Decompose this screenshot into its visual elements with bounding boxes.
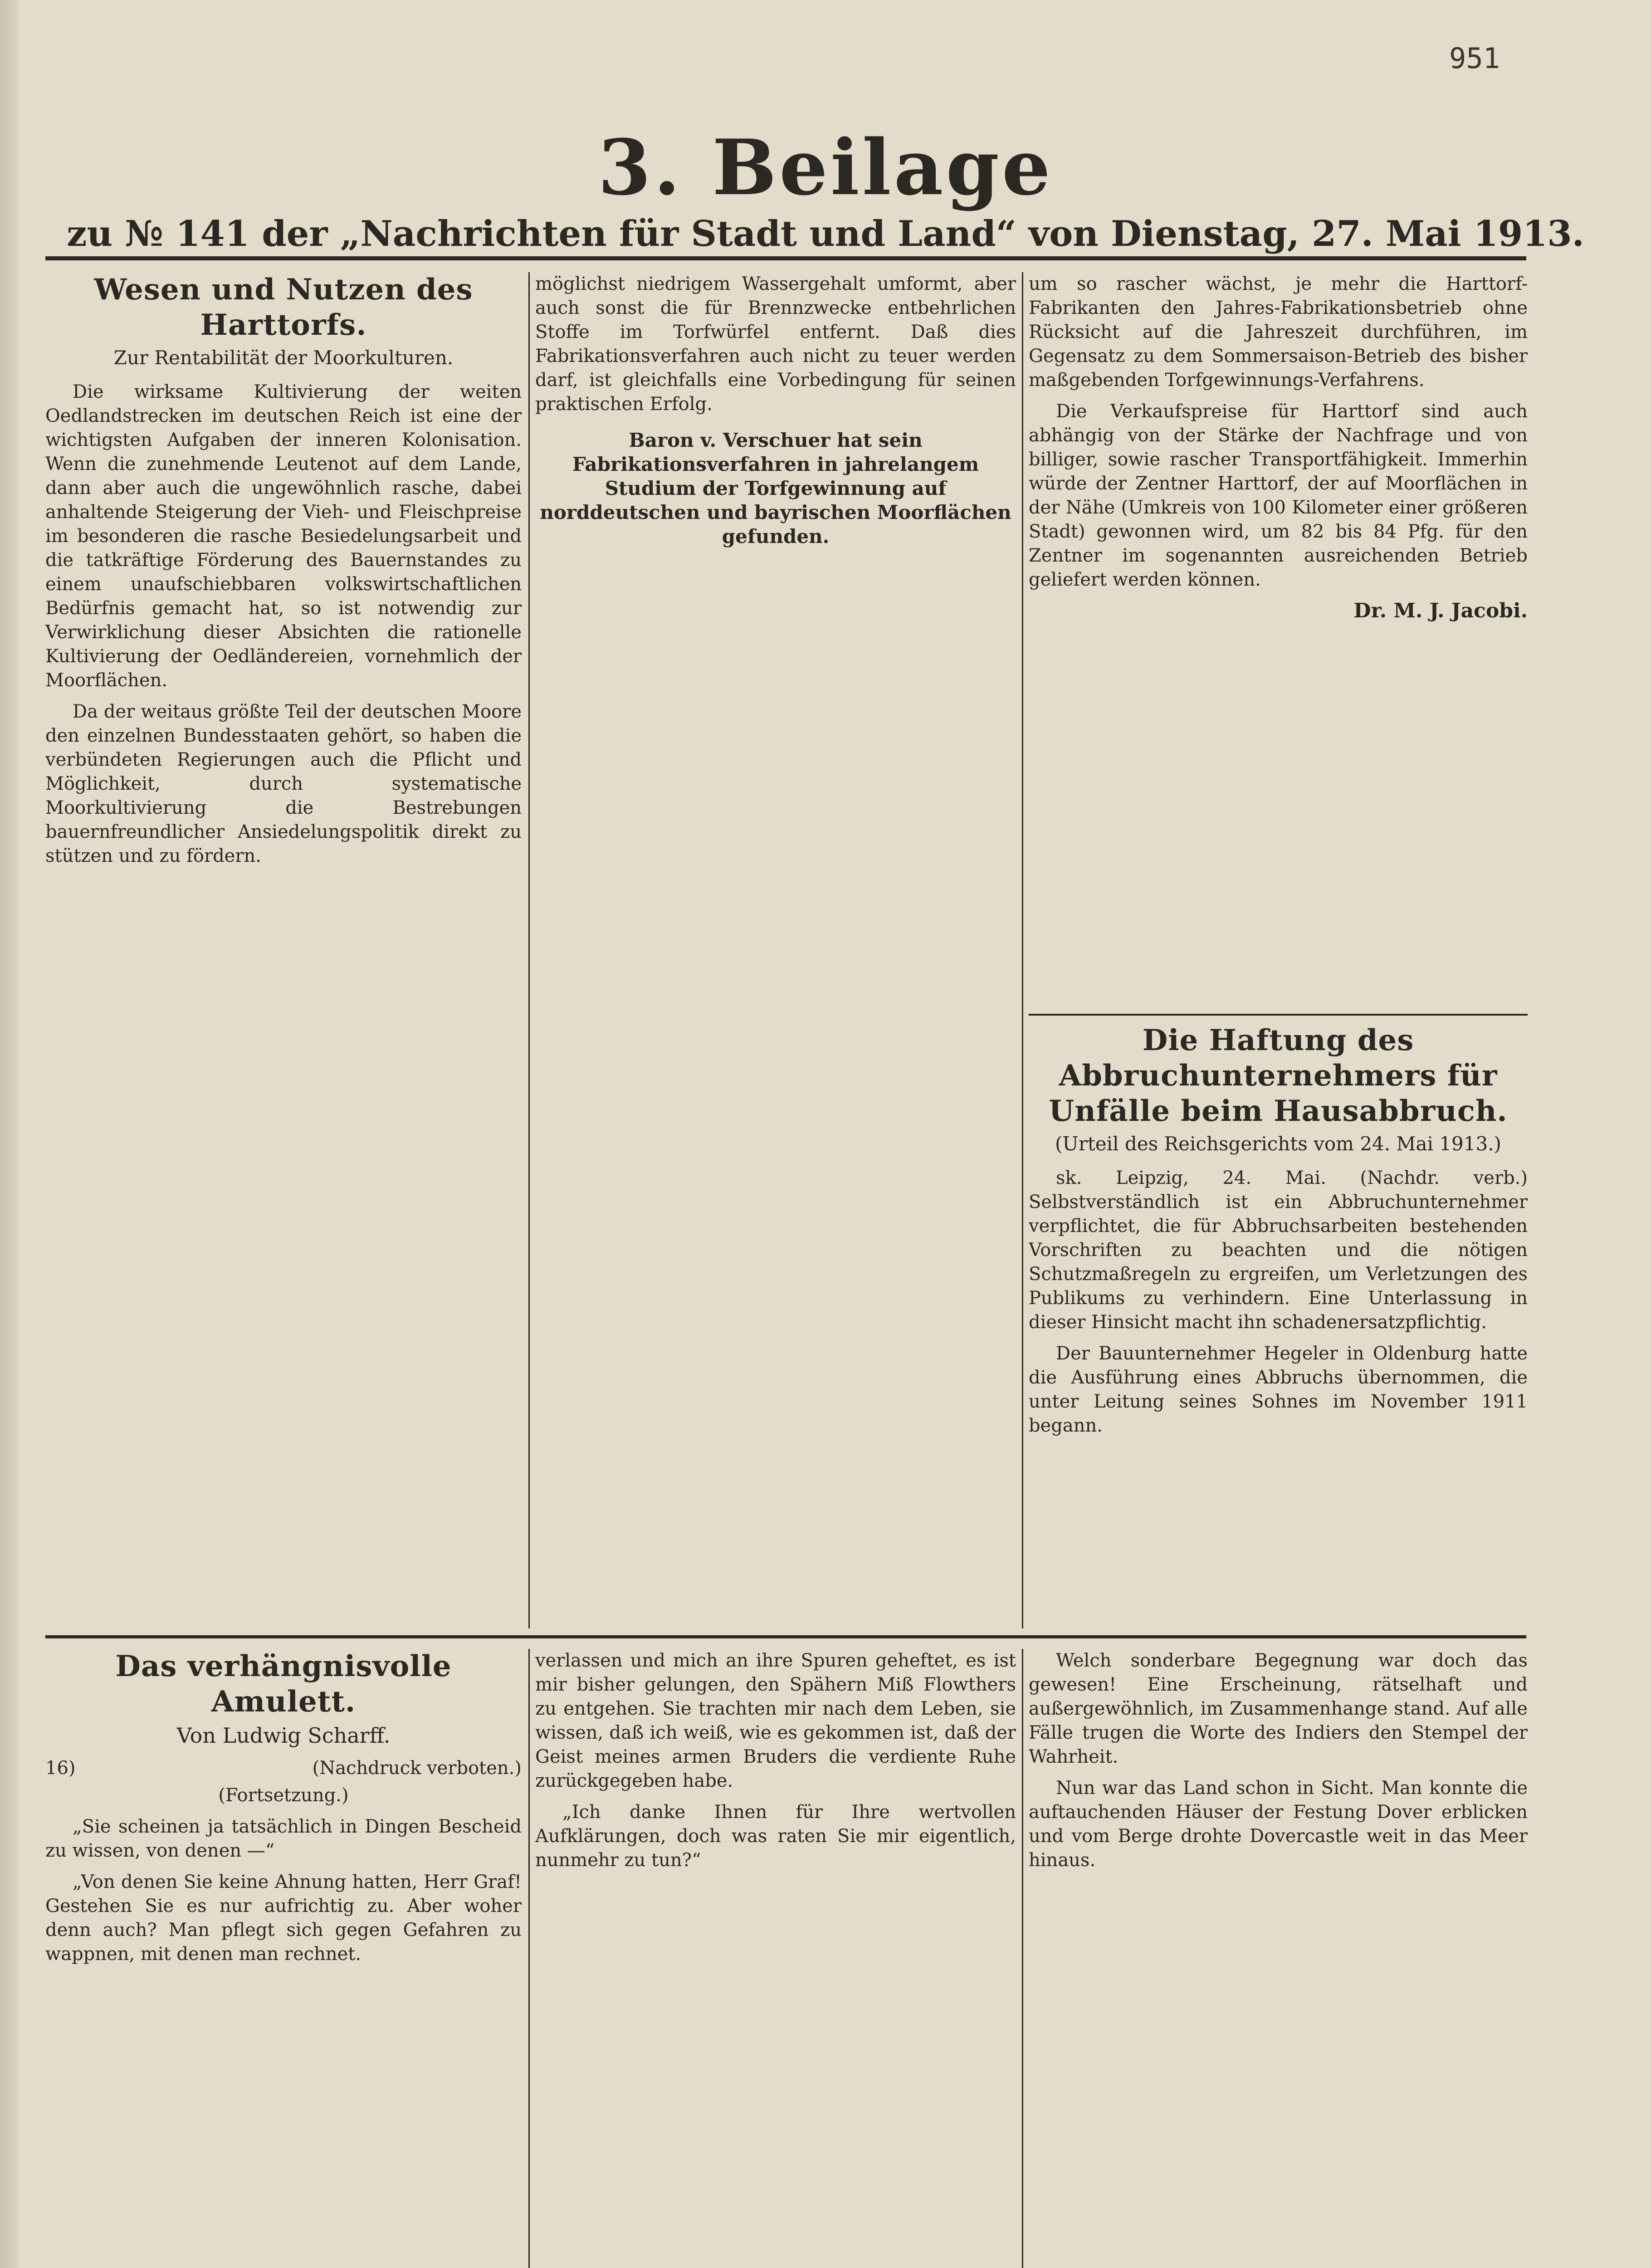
column-rule (1022, 1649, 1023, 2268)
masthead-title: 3. Beilage (598, 122, 1053, 212)
paragraph: „Sie scheinen ja tatsächlich in Dingen Bescheid zu wissen, von denen —“ (45, 1816, 522, 1861)
binding-edge (0, 0, 19, 2268)
paragraph: Welch sonderbare Begegnung war doch das gewesen! Eine Erscheinung, rätselhaft und außergewöhnlich, im Zusammenhange stand. Auf alle Fälle trugen die Worte des Indiers den Stempel der Wahrheit. (1029, 1650, 1528, 1767)
column-amulett-1 (45, 1649, 522, 2268)
paragraph: Die wirksame Kultivierung der weiten Oedlandstrecken im deutschen Reich ist eine der wichtigsten Aufgaben der inneren Kolonisation. Wenn die zunehmende Leutenot auf dem Lande, dann aber auch die ungewöhnlich rasche, dabei anhaltende Steigerung der Vieh- und Fleischpreise im besonderen die rasche Besiedelungsarbeit und die tatkräftige Förderung des Bauernstandes zu einem unaufschiebbaren volkswirtschaftlichen Bedürfnis gemacht hat, so ist notwendig zur Verwirklichung dieser Absichten die rationelle Kultivierung der Oedländereien, vornehmlich der Moorflächen. (45, 381, 522, 691)
masthead-subtitle: zu № 141 der „Nachrichten für Stadt und Land“ von Dienstag, 27. Mai 1913. (67, 213, 1584, 254)
column-haftung (1029, 1023, 1528, 1628)
column-harttorf-2 (535, 272, 1016, 1628)
paragraph: „Ich danke Ihnen für Ihre wertvollen Aufklärungen, doch was raten Sie mir eigentlich, nunmehr zu tun?“ (535, 1802, 1016, 1871)
column-amulett-3 (1029, 1649, 1528, 2268)
feuilleton-rule (45, 1635, 1526, 1638)
paragraph: Da der weitaus größte Teil der deutschen Moore den einzelnen Bundesstaaten gehört, so haben die verbündeten Regierungen auch die Pflicht und Möglichkeit, durch systematische Moorkultivierung die Bestrebungen bauernfreundlicher Ansiedelungspolitik direkt zu stützen und zu fördern. (45, 701, 522, 866)
paragraph: möglichst niedrigem Wassergehalt umformt, aber auch sonst die für Brennzwecke entbehrlichen Stoffe im Torfwürfel entfernt. Daß dies Fabrikationsverfahren auch nicht zu teuer werden darf, ist gleichfalls eine Vorbedingung für seinen praktischen Erfolg. (535, 274, 1016, 415)
section-rule (1029, 1014, 1528, 1016)
section-heading: Baron v. Verschuer hat sein Fabrikationsverfahren in jahrelangem Studium der Torfgewinnung auf norddeutschen und bayrischen Moorflächen gefunden. (540, 429, 1011, 547)
masthead-rule (45, 256, 1526, 260)
byline-row (45, 1758, 522, 1779)
paragraph: Nun war das Land schon in Sicht. Man konnte die auftauchenden Häuser der Festung Dover erblicken und vom Berge drohte Dovercastle weit in das Meer hinaus. (1029, 1778, 1528, 1871)
column-right-top (1029, 272, 1528, 1025)
continuation-note: (Fortsetzung.) (218, 1785, 349, 1806)
paragraph: Der Bauunternehmer Hegeler in Oldenburg hatte die Ausführung eines Abbruchs übernommen, die unter Leitung seines Sohnes im November 1911 begann. (1029, 1343, 1528, 1436)
page-number: 951 (1449, 42, 1500, 75)
column-rule (1022, 272, 1023, 1628)
paragraph: verlassen und mich an ihre Spuren geheftet, es ist mir bisher gelungen, den Spähern Miß Flowthers zu entgehen. Sie trachten mir nach dem Leben, sie wissen, daß ich weiß, wie es gekommen ist, daß der Geist meines armen Bruders die verdiente Ruhe zurückgegeben habe. (535, 1650, 1016, 1791)
column-rule (528, 272, 530, 1628)
paragraph: „Von denen Sie keine Ahnung hatten, Herr Graf! Gestehen Sie es nur aufrichtig zu. Aber woher denn auch? Man pflegt sich gegen Gefahren zu wappnen, mit denen man rechnet. (45, 1872, 522, 1965)
headline-harttorf: Wesen und Nutzen des Harttorfs. (94, 273, 473, 342)
signature: Dr. M. J. Jacobi. (1353, 599, 1528, 622)
paragraph: Die Verkaufspreise für Harttorf sind auch abhängig von der Stärke der Nachfrage und von billiger, sowie rascher Transportfähigkeit. Immerhin würde der Zentner Harttorf, der auf Moorflächen in der Nähe (Umkreis von 100 Kilometer einer größeren Stadt) gewonnen wird, um 82 bis 84 Pfg. für den Zentner im sogenannten ausreichenden Betrieb geliefert werden können. (1029, 401, 1528, 590)
paragraph: um so rascher wächst, je mehr die Harttorf-Fabrikanten den Jahres-Fabrikationsbetrieb ohne Rücksicht auf die Jahreszeit durchführen, im Gegensatz zu dem Sommersaison-Betrieb des bisher maßgebenden Torfgewinnungs-Verfahrens. (1029, 274, 1528, 391)
byline-amulett: Von Ludwig Scharff. (176, 1723, 391, 1748)
reprint-note: (Nachdruck verboten.) (312, 1758, 522, 1779)
installment-number: 16) (45, 1758, 76, 1779)
headline-haftung: Die Haftung des Abbruchunternehmers für Unfälle beim Hausabbruch. (1049, 1023, 1508, 1128)
kicker-harttorf: Zur Rentabilität der Moorkulturen. (113, 347, 454, 369)
headline-amulett: Das verhängnisvolle Amulett. (115, 1649, 452, 1719)
kicker-haftung: (Urteil des Reichsgerichts vom 24. Mai 1913.) (1055, 1133, 1501, 1155)
column-harttorf-1 (45, 272, 522, 1628)
column-amulett-2 (535, 1649, 1016, 2268)
paragraph: sk. Leipzig, 24. Mai. (Nachdr. verb.) Selbstverständlich ist ein Abbruchunternehmer verpflichtet, die für Abbruchsarbeiten bestehenden Vorschriften zu beachten und die nötigen Schutzmaßregeln zu ergreifen, um Verletzungen des Publikums zu verhindern. Eine Unterlassung in dieser Hinsicht macht ihn schadenersatzpflichtig. (1029, 1168, 1528, 1333)
column-rule (528, 1649, 530, 2268)
